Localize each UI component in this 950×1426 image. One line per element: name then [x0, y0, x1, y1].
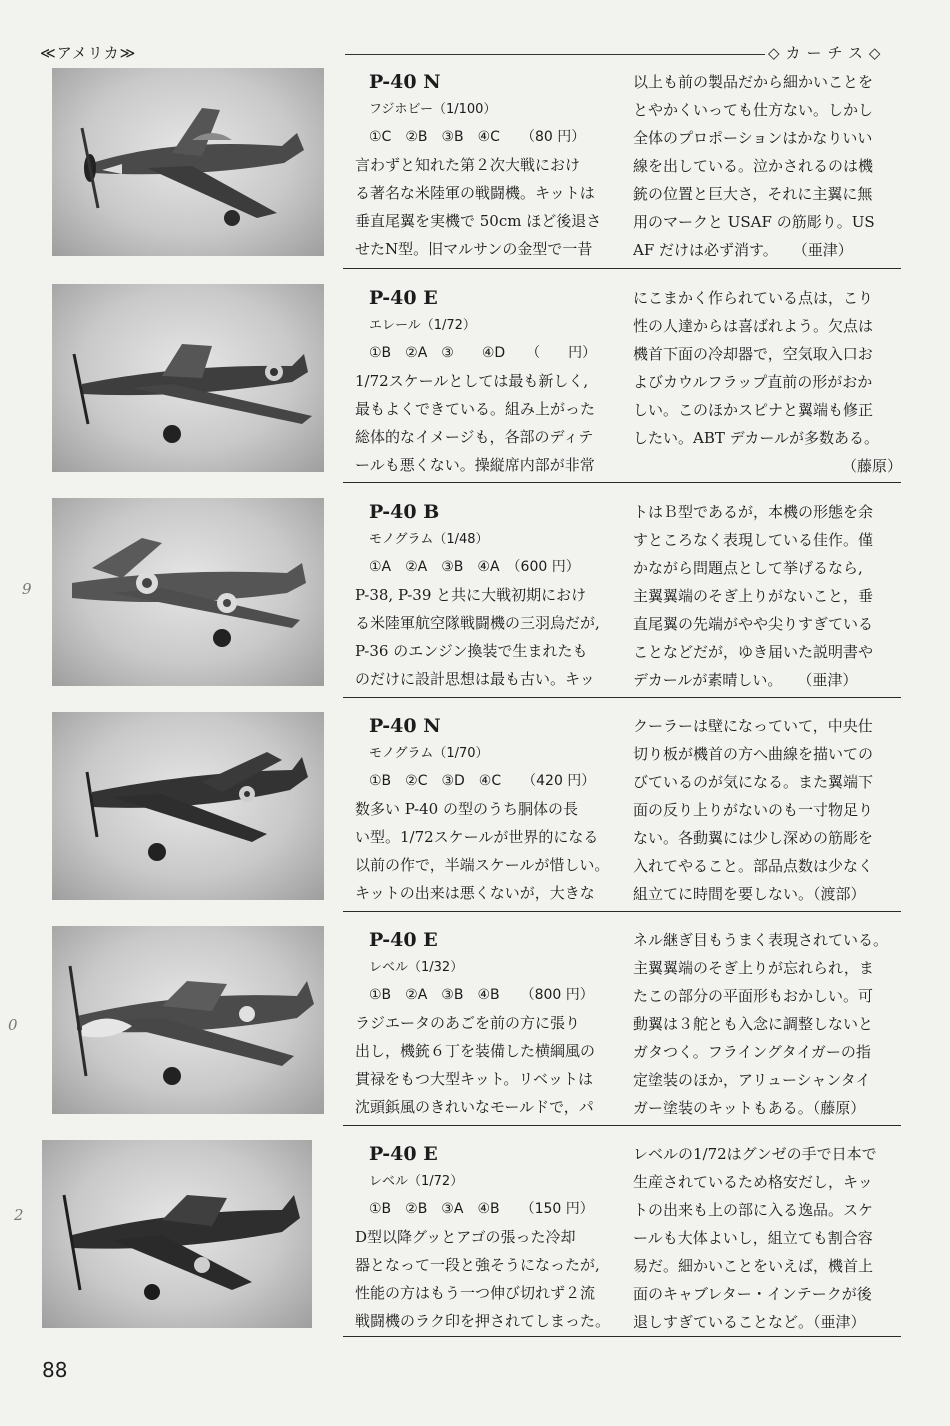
kit-rating: ①A ②A ③B ④A （600 円）	[369, 559, 580, 575]
model-photo	[52, 926, 324, 1114]
body-line: ことなどだが，ゆき届いた説明書や	[633, 643, 874, 661]
body-line: D型以降グッとアゴの張った冷却	[355, 1228, 576, 1246]
model-photo	[52, 68, 324, 256]
body-line: 性能の方はもう一つ伸び切れず２流	[355, 1284, 596, 1302]
kit-rating: ①B ②A ③ ④D （ 円）	[369, 345, 597, 361]
body-line: AF だけは必ず消す。 （亜津）	[633, 241, 853, 259]
body-line: 1/72スケールとしては最も新しく,	[355, 372, 589, 390]
kit-title: P-40 N	[369, 71, 441, 93]
text-column-right	[633, 68, 908, 264]
body-line: 線を出している。泣かされるのは機	[633, 157, 874, 175]
entry-divider	[343, 1336, 901, 1337]
body-line: たこの部分の平面形もおかしい。可	[633, 987, 874, 1005]
kit-title: P-40 B	[369, 501, 440, 523]
section-header: ≪アメリカ≫	[40, 44, 137, 62]
body-line: 最もよくできている。組み上がった	[355, 400, 596, 418]
body-line: とやかくいっても仕方ない。しかし	[633, 101, 874, 119]
body-line: 以前の作で，半端スケールが惜しい。	[355, 856, 610, 874]
body-line: 垂直尾翼を実機で 50cm ほど後退さ	[355, 212, 602, 230]
model-photo	[52, 284, 324, 472]
kit-maker: レベル（1/32）	[369, 960, 464, 975]
body-line: 主翼翼端のそぎ上りがないこと，垂	[633, 587, 874, 605]
body-line: 戦闘機のラク印を押されてしまった。	[355, 1312, 611, 1330]
text-column-right	[633, 284, 908, 480]
body-line: よびカウルフラップ直前の形がおか	[633, 373, 873, 391]
model-photo	[42, 1140, 312, 1328]
body-line: 易だ。細かいことをいえば，機首上	[633, 1257, 874, 1275]
body-line: にこまかく作られている点は，こり	[633, 289, 874, 307]
body-line: 用のマークと USAF の筋彫り。US	[633, 213, 875, 231]
entry-divider	[343, 911, 901, 912]
body-line: キットの出来は悪くないが，大きな	[355, 884, 595, 902]
model-photo	[52, 712, 324, 900]
body-line: 数多い P-40 の型のうち胴体の長	[355, 800, 578, 818]
text-column-left	[355, 1140, 617, 1335]
margin-mark: 9	[22, 580, 32, 598]
body-line: ールも大体よいし，組立ても割合容	[633, 1229, 873, 1247]
text-column-left	[355, 68, 617, 263]
body-line: 機首下面の冷却器で，空気取入口お	[633, 345, 873, 363]
margin-mark: 0	[8, 1016, 18, 1034]
text-column-right	[633, 1140, 908, 1336]
body-line: のだけに設計思想は最も古い。キッ	[355, 670, 595, 688]
kit-maker: レベル（1/72）	[369, 1174, 464, 1189]
kit-title: P-40 N	[369, 715, 441, 737]
text-column-right	[633, 498, 908, 694]
text-column-right	[633, 712, 908, 908]
entry-divider	[343, 1125, 901, 1126]
text-column-left	[355, 284, 617, 479]
body-line: ガタつく。フライングタイガーの指	[633, 1043, 871, 1061]
body-line: 組立てに時間を要しない。（渡部）	[633, 885, 866, 903]
body-line: トの出来も上の部に入る逸品。スケ	[633, 1201, 874, 1219]
kit-rating: ①B ②C ③D ④C （420 円）	[369, 773, 596, 789]
kit-maker: モノグラム（1/70）	[369, 746, 489, 761]
body-line: る米陸軍航空隊戦闘機の三羽烏だが,	[355, 614, 600, 632]
text-column-left	[355, 712, 617, 907]
body-line: 沈頭鋲風のきれいなモールドで，パ	[355, 1098, 594, 1116]
body-line: ガー塗装のキットもある。（藤原）	[633, 1099, 866, 1117]
body-line: 性の人達からは喜ばれよう。欠点は	[633, 317, 874, 335]
body-line: 全体のプロポーションはかなりいい	[633, 129, 873, 147]
body-line: 直尾翼の先端がやや尖りすぎている	[633, 615, 874, 633]
entry-divider	[343, 268, 901, 269]
kit-maker: モノグラム（1/48）	[369, 532, 489, 547]
body-line: デカールが素晴しい。 （亜津）	[633, 671, 858, 689]
body-line: 退しすぎていることなど。（亜津）	[633, 1313, 866, 1331]
body-line: （藤原）	[841, 457, 902, 475]
kit-rating: ①B ②B ③A ④B （150 円）	[369, 1201, 594, 1217]
body-line: 銃の位置と巨大さ，それに主翼に無	[633, 185, 873, 203]
body-line: 定塗装のほか，アリューシャンタイ	[633, 1071, 871, 1089]
body-line: かながら問題点として挙げるなら,	[633, 559, 863, 577]
kit-title: P-40 E	[369, 287, 438, 309]
body-line: レベルの1/72はグンゼの手で日本で	[633, 1145, 877, 1163]
body-line: 言わずと知れた第２次大戦におけ	[355, 156, 581, 174]
body-line: しい。このほかスピナと翼端も修正	[633, 401, 874, 419]
model-photo	[52, 498, 324, 686]
body-line: 主翼翼端のそぎ上りが忘れられ，ま	[633, 959, 874, 977]
body-line: すところなく表現している佳作。僅	[633, 531, 874, 549]
body-line: 動翼は３舵とも入念に調整しないと	[633, 1015, 874, 1033]
body-line: 面のキャブレター・インテークが後	[633, 1285, 872, 1303]
kit-title: P-40 E	[369, 929, 438, 951]
header-rule	[345, 54, 765, 55]
body-line: 入れてやること。部品点数は少なく	[633, 857, 874, 875]
body-line: る著名な米陸軍の戦闘機。キットは	[355, 184, 595, 202]
kit-rating: ①B ②A ③B ④B （800 円）	[369, 987, 594, 1003]
subject-header: ◇カーチス◇	[768, 44, 887, 62]
body-line: びているのが気になる。また翼端下	[633, 773, 874, 791]
body-line: 生産されているため格安だし，キッ	[633, 1173, 873, 1191]
body-line: 切り板が機首の方へ曲線を描いての	[633, 745, 874, 763]
entry-divider	[343, 697, 901, 698]
body-line: 器となって一段と強そうになったが,	[355, 1256, 600, 1274]
body-line: ない。各動翼には少し深めの筋彫を	[633, 829, 874, 847]
text-column-left	[355, 926, 617, 1121]
body-line: ネル継ぎ目もうまく表現されている。	[633, 931, 889, 949]
body-line: ラジエータのあごを前の方に張り	[355, 1014, 581, 1032]
body-line: クーラーは壁になっていて，中央仕	[633, 717, 873, 735]
body-line: トはＢ型であるが，本機の形態を余	[633, 503, 874, 521]
body-line: 貫禄をもつ大型キット。リベットは	[355, 1070, 594, 1088]
kit-title: P-40 E	[369, 1143, 438, 1165]
kit-maker: エレール（1/72）	[369, 318, 476, 333]
body-line: 面の反り上りがないのも一寸物足り	[633, 801, 874, 819]
body-line: い型。1/72スケールが世界的になる	[355, 828, 599, 846]
text-column-left	[355, 498, 617, 693]
margin-mark: 2	[14, 1206, 24, 1224]
body-line: 出し，機銃６丁を装備した横綱風の	[355, 1042, 596, 1060]
entry-divider	[343, 482, 901, 483]
body-line: P-38, P-39 と共に大戦初期におけ	[355, 586, 587, 604]
page-number: 88	[42, 1358, 68, 1382]
body-line: 総体的なイメージも，各部のディテ	[355, 428, 594, 446]
body-line: P-36 のエンジン換装で生まれたも	[355, 642, 588, 660]
kit-rating: ①C ②B ③B ④C （80 円）	[369, 129, 586, 145]
kit-maker: フジホビー（1/100）	[369, 102, 497, 117]
body-line: したい。ABT デカールが多数ある。	[633, 429, 880, 447]
body-line: ールも悪くない。操縦席内部が非常	[355, 456, 595, 474]
body-line: せたN型。旧マルサンの金型で一昔	[355, 240, 593, 258]
text-column-right	[633, 926, 908, 1122]
body-line: 以上も前の製品だから細かいことを	[633, 73, 874, 91]
